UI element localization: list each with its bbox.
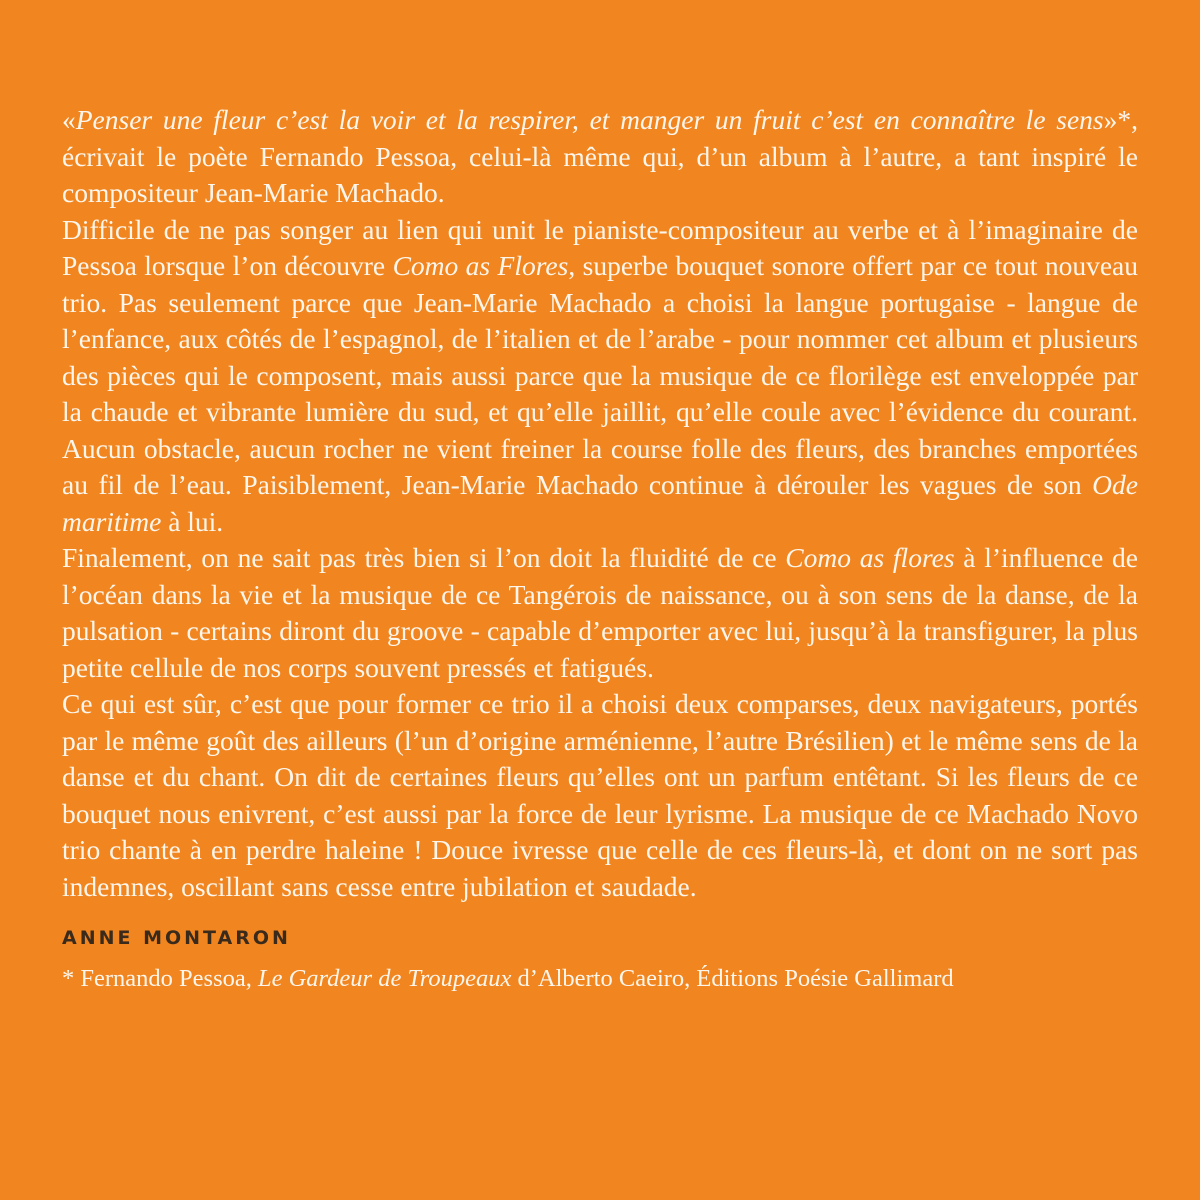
liner-notes <box>62 102 1138 995</box>
paragraph-2-text-b: , superbe bouquet sonore offert par ce tout nouveau trio. Pas seulement parce que Jean-Marie Machado a choisi la langue portugaise - langue de l’enfance, aux côtés de l’espagnol, de l’italien et de l’arabe - pour nommer cet album et plusieurs des pièces qui le composent, mais aussi parce que la musique de ce florilège est enveloppée par la chaude et vibrante lumière du sud, et qu’elle jaillit, qu’elle coule avec l’évidence du courant. Aucun obstacle, aucun rocher ne vient freiner la course folle des fleurs, des branches emportées au fil de l’eau. Paisiblement, Jean-Marie Machado continue à dérouler les vagues de son <box>62 250 1138 500</box>
quote-open: « <box>62 104 76 135</box>
album-title: Como as Flores <box>392 250 569 281</box>
footnote-book-title: Le Gardeur de Troupeaux <box>257 965 512 992</box>
paragraph-4 <box>62 686 1138 905</box>
ode-title: Ode maritime <box>62 469 1138 537</box>
paragraph-2 <box>62 212 1138 541</box>
paragraph-2-text-c: à lui. <box>161 505 224 537</box>
paragraph-1-text: *, écrivait le poète Fernando Pessoa, celui-là même qui, d’un album à l’autre, a tant inspiré le compositeur Jean-Marie Machado. <box>62 104 1138 208</box>
quote-close: » <box>1103 104 1118 135</box>
paragraph-1 <box>62 102 1138 212</box>
paragraph-3 <box>62 540 1138 686</box>
album-title-inline: Como as flores <box>785 542 955 573</box>
footnote-prefix: * Fernando Pessoa, <box>62 965 258 992</box>
pessoa-quote: Penser une fleur c’est la voir et la respirer, et manger un fruit c’est en connaître le sens <box>75 104 1104 135</box>
author-signature: ANNE MONTARON <box>62 927 291 949</box>
footnote-suffix: d’Alberto Caeiro, Éditions Poésie Gallimard <box>511 965 954 992</box>
essay-body <box>62 102 1138 905</box>
paragraph-3-text-b: à l’influence de l’océan dans la vie et la musique de ce Tangérois de naissance, ou à son sens de la danse, de la pulsation - certains diront du groove - capable d’emporter avec lui, jusqu’à la transfigurer, la plus petite cellule de nos corps souvent pressés et fatigués. <box>62 542 1139 683</box>
paragraph-4-text: Ce qui est sûr, c’est que pour former ce trio il a choisi deux comparses, deux navigateurs, portés par le même goût des ailleurs (l’un d’origine arménienne, l’autre Brésilien) et le même sens de la danse et du chant. On dit de certaines fleurs qu’elles ont un parfum entêtant. Si les fleurs de ce bouquet nous enivrent, c’est aussi par la force de leur lyrisme. La musique de ce Machado Novo trio chante à en perdre haleine ! Douce ivresse que celle de ces fleurs-là, et dont on ne sort pas indemnes, oscillant sans cesse entre jubilation et saudade. <box>62 688 1138 902</box>
footnote <box>62 963 1138 995</box>
paragraph-2-text-a: Difficile de ne pas songer au lien qui unit le pianiste-compositeur au verbe et à l’imaginaire de Pessoa lorsque l’on découvre <box>62 213 1138 281</box>
paragraph-3-text-a: Finalement, on ne sait pas très bien si l’on doit la fluidité de ce <box>62 542 786 573</box>
